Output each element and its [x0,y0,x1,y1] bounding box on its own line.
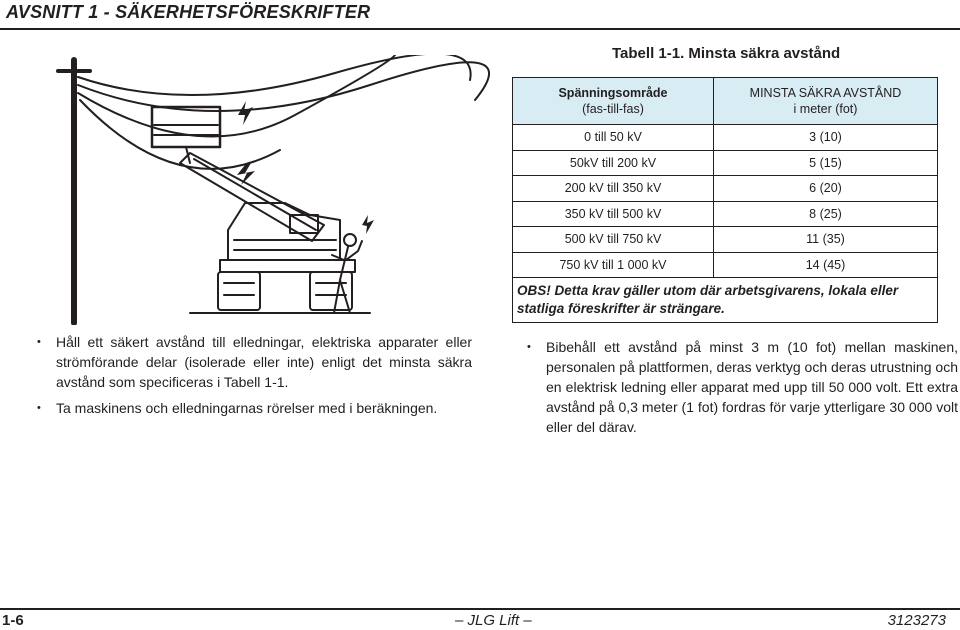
table-row [513,201,938,227]
left-bullet-list [34,332,472,418]
right-bullet-list [524,337,958,437]
wheel-rear [310,272,352,310]
power-line-1 [78,55,471,95]
header-rule [0,28,960,30]
safety-distance-table [512,77,938,323]
footer-rule [0,608,960,610]
distance-cell: 8 (25) [714,201,938,227]
distance-cell: 11 (35) [714,227,938,253]
distance-cell: 14 (45) [714,252,938,278]
voltage-range-cell: 500 kV till 750 kV [513,227,714,253]
table-row [513,176,938,202]
person-head [344,234,356,246]
header-min-distance: MINSTA SÄKRA AVSTÅND i meter (fot) [714,78,938,125]
table-row [513,150,938,176]
document-number: 3123273 [887,612,946,629]
section-title: AVSNITT 1 - SÄKERHETSFÖRESKRIFTER [6,2,371,22]
header-voltage-range: Spänningsområde (fas-till-fas) [513,78,714,125]
wheel-front [218,272,260,310]
power-line-3 [78,55,395,136]
table-row [513,125,938,151]
distance-cell: 6 (20) [714,176,938,202]
table-row [513,252,938,278]
voltage-range-cell: 350 kV till 500 kV [513,201,714,227]
table-note-row [513,278,938,323]
voltage-range-cell: 200 kV till 350 kV [513,176,714,202]
list-item: • Ta maskinens och elledningarnas rörelser med i beräkningen. [34,398,472,418]
boom-arm [180,153,324,241]
person-body [332,241,362,313]
table-row [513,227,938,253]
distance-cell: 5 (15) [714,150,938,176]
footer-brand: – JLG Lift – [455,612,532,629]
voltage-range-cell: 0 till 50 kV [513,125,714,151]
list-item: • Håll ett säkert avstånd till elledningar, elektriska apparater eller strömförande delar (isolerade eller inte) enligt det minsta säkra avstånd som specificeras i Tabell 1-1. [34,332,472,392]
list-item: • Bibehåll ett avstånd på minst 3 m (10 fot) mellan maskinen, personalen på plattformen, deras verktyg och deras utrustning och en elektrisk ledning eller apparat med upp till 50 000 volt. Ett extra avstånd på 0,3 meter (1 fot) fordras för varje ytterligare 30 000 volt eller del därav. [524,337,958,437]
platform-basket [152,107,220,147]
table-note: OBS! Detta krav gäller utom där arbetsgivarens, lokala eller statliga föreskrifter är strängare. [513,278,938,323]
boom-lift-near-power-line-illustration [40,55,500,325]
table-caption: Tabell 1-1. Minsta säkra avstånd [612,45,841,62]
distance-cell: 3 (10) [714,125,938,151]
power-line-2 [78,62,489,111]
voltage-range-cell: 750 kV till 1 000 kV [513,252,714,278]
page-number: 1-6 [2,612,24,629]
voltage-range-cell: 50kV till 200 kV [513,150,714,176]
chassis [220,260,355,272]
